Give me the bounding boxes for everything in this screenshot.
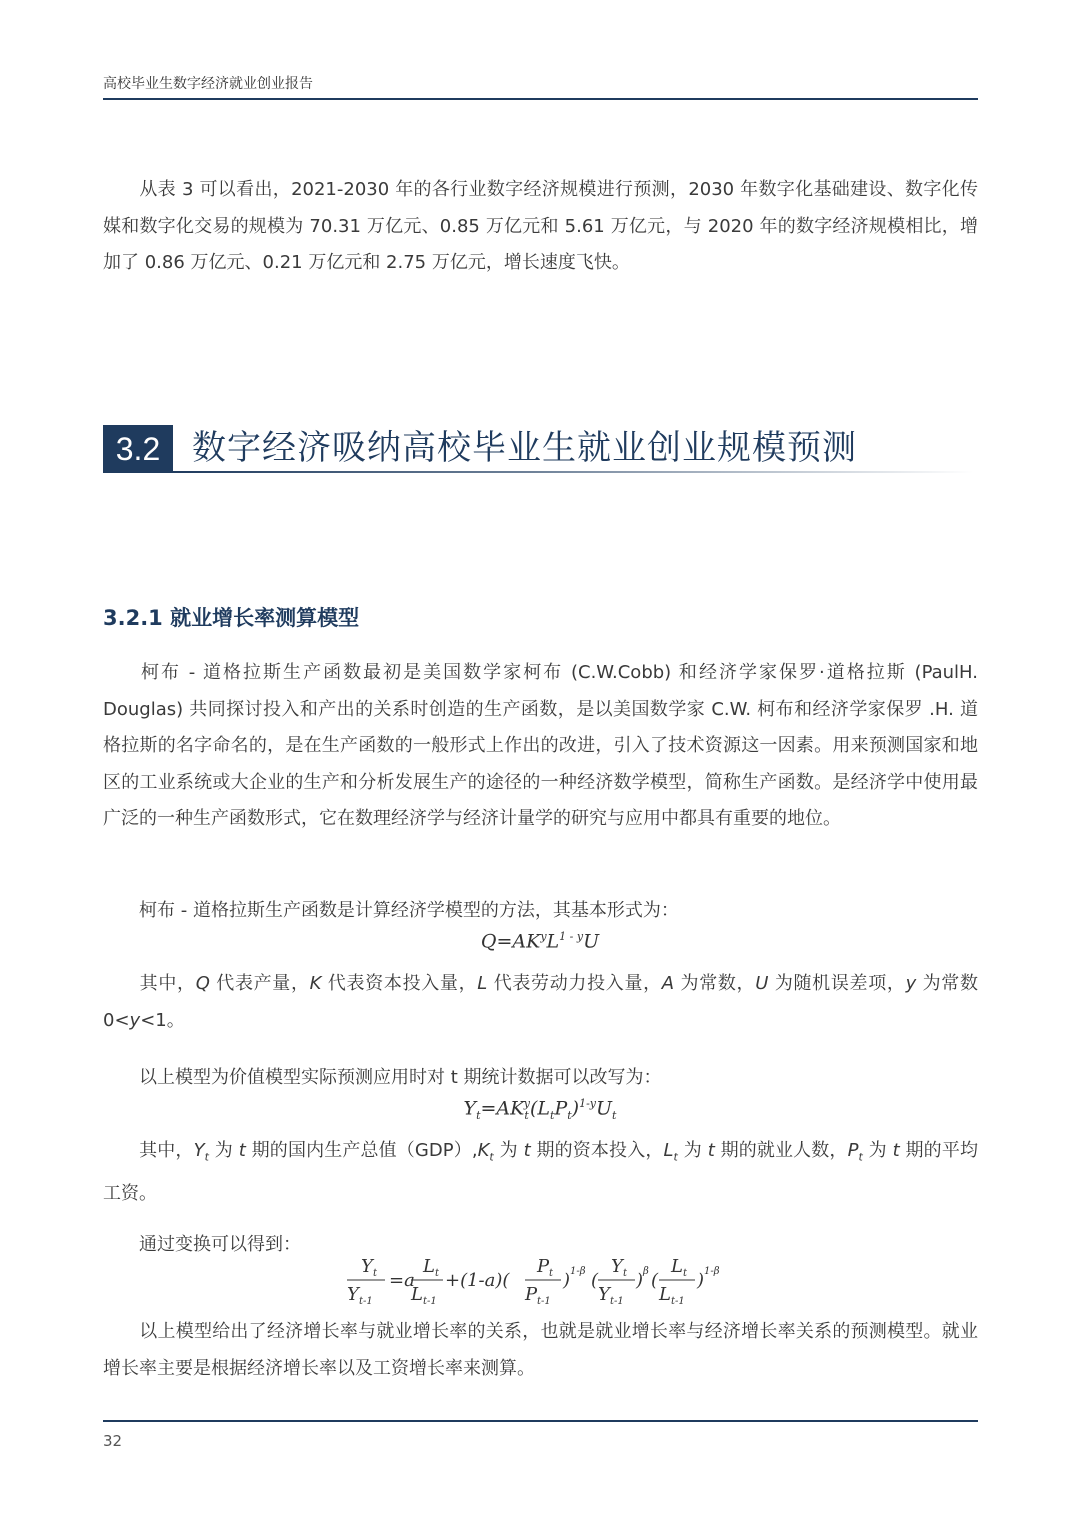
formula-period-t: $Y_t=AK_t^y(L_tP_t)^{1-y}U_t$ <box>463 1097 617 1123</box>
paragraph-text: 以上模型给出了经济增长率与就业增长率的关系，也就是就业增长率与经济增长率关系的预测模型。就业增长率主要是根据经济增长率以及工资增长率来测算。 <box>103 1321 978 1379</box>
svg-text:t-1: t-1 <box>423 1296 437 1307</box>
running-header: 高校毕业生数字经济就业创业报告 <box>103 76 313 92</box>
svg-text:t-1: t-1 <box>671 1296 685 1307</box>
page-number: 32 <box>103 1432 123 1450</box>
paragraph-basic-form <box>103 893 978 930</box>
paragraph-period-definitions: 其中，$Y_t$ 为 t 期的国内生产总值$(GDP),K_t$ 为 t 期的资本投入，$L_t$ 为 t 期的就业人数，$P_t$ 为 t 期的平均工资。 <box>103 1140 978 1205</box>
paragraph-cobb-douglas-intro <box>103 655 978 838</box>
svg-text:t: t <box>623 1268 628 1279</box>
svg-text:t: t <box>435 1268 440 1279</box>
header-rule <box>103 98 978 100</box>
svg-text:L: L <box>659 1284 671 1305</box>
svg-text:(: ( <box>651 1270 659 1291</box>
svg-text:): ) <box>563 1270 571 1291</box>
section-underline <box>173 471 973 473</box>
svg-text:1-β: 1-β <box>570 1266 586 1277</box>
paragraph-text: 以上模型为价值模型实际预测应用时对 t 期统计数据可以改写为： <box>139 1067 662 1088</box>
svg-text:P: P <box>537 1256 550 1277</box>
paragraph-text: 通过变换可以得到： <box>139 1234 301 1255</box>
svg-text:L: L <box>411 1284 423 1305</box>
svg-text:): ) <box>697 1270 705 1291</box>
svg-text:t: t <box>549 1268 554 1279</box>
section-number-badge: 3.2 <box>103 425 173 473</box>
svg-text:+(1-a)(: +(1-a)( <box>445 1270 510 1291</box>
svg-text:t-1: t-1 <box>610 1296 624 1307</box>
formula-basic: $Q=AK^yL^{1 - y}U$ <box>480 930 600 953</box>
svg-text:Y: Y <box>611 1256 623 1277</box>
svg-text:P: P <box>525 1284 538 1305</box>
section-title: 数字经济吸纳高校毕业生就业创业规模预测 <box>192 428 857 468</box>
subsection-title: 3.2.1 就业增长率测算模型 <box>103 606 360 630</box>
svg-text:): ) <box>636 1270 644 1291</box>
paragraph-text: 柯布 - 道格拉斯生产函数是计算经济学模型的方法，其基本形式为： <box>139 900 679 921</box>
paragraph-text: 从表 3 可以看出，2021-2030 年的各行业数字经济规模进行预测，2030 年数字化基础建设、数字化传媒和数字化交易的规模为 70.31 万亿元、0.85 万亿元和 5.61 万亿元，与 2020 年的数字经济规模相比，增加了 0.86 万亿元、0.21 万亿元和 2.75 万亿元，增长速度飞快。 <box>103 179 978 273</box>
svg-text:β: β <box>643 1266 649 1277</box>
svg-text:Y: Y <box>361 1256 373 1277</box>
svg-text:t-1: t-1 <box>359 1296 373 1307</box>
svg-text:t: t <box>683 1268 688 1279</box>
svg-text:=a: =a <box>389 1270 415 1291</box>
svg-text:Y: Y <box>598 1284 610 1305</box>
paragraph-variable-definitions: 其中，Q 代表产量，K 代表资本投入量，L 代表劳动力投入量，A 为常数，U 为随机误差项，y 为常数 0<y<1。 <box>103 973 978 1031</box>
svg-text:t-1: t-1 <box>537 1296 551 1307</box>
paragraph-scale-forecast <box>103 172 978 282</box>
svg-text:L: L <box>671 1256 683 1277</box>
svg-text:L: L <box>423 1256 435 1277</box>
svg-text:(: ( <box>591 1270 599 1291</box>
paragraph-value-model <box>103 1060 978 1097</box>
svg-text:1-β: 1-β <box>704 1266 720 1277</box>
svg-text:Y: Y <box>347 1284 359 1305</box>
svg-text:t: t <box>373 1268 378 1279</box>
formula-growth-model <box>343 1252 743 1310</box>
paragraph-text: 柯布 - 道格拉斯生产函数最初是美国数学家柯布 (C.W.Cobb) 和经济学家保罗·道格拉斯 (PaulH. Douglas) 共同探讨投入和产出的关系时创造的生产函数，是以美国数学家 C.W. 柯布和经济学家保罗 .H. 道格拉斯的名字命名的，是在生产函数的一般形式上作出的改进，引入了技术资源这一因素。用来预测国家和地区的工业系统或大企业的生产和分析发展生产的途径的一种经济数学模型，简称生产函数。是经济学中使用最广泛的一种生产函数形式，它在数理经济学与经济计量学的研究与应用中都具有重要的地位。 <box>103 662 978 829</box>
footer-rule <box>103 1420 978 1422</box>
paragraph-model-conclusion <box>103 1314 978 1387</box>
